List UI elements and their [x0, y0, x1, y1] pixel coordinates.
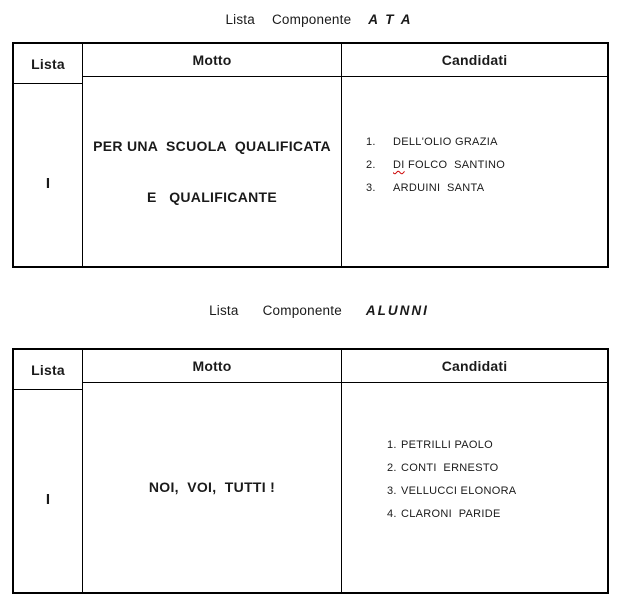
candidate-name: CLARONI PARIDE [401, 507, 501, 520]
cell-candidati [342, 383, 607, 592]
candidate-item [387, 439, 493, 452]
header-cell-lista: Lista [14, 44, 82, 84]
candidate-name: PETRILLI PAOLO [401, 438, 494, 451]
table-ata [12, 42, 609, 268]
cell-lista-value [14, 390, 82, 592]
candidate-name: VELLUCCI ELONORA [401, 484, 517, 497]
header-cell-lista: Lista [14, 350, 82, 390]
candidate-number: 4. [387, 507, 397, 520]
candidate-item [387, 485, 516, 498]
candidate-item [366, 182, 484, 195]
cell-candidati [342, 77, 607, 266]
candidate-item [387, 508, 501, 521]
column-candidati [342, 350, 607, 592]
cell-motto [83, 77, 341, 266]
title-word-lista: Lista [225, 12, 255, 27]
candidate-name: DELL'OLIO GRAZIA [393, 136, 498, 148]
title-word-lista: Lista [209, 303, 239, 318]
candidate-number: 1. [366, 136, 376, 148]
section-title-alunni [0, 303, 638, 318]
lista-value: I [45, 490, 51, 508]
candidate-list [342, 434, 607, 526]
candidate-number: 3. [366, 182, 376, 194]
motto-line: NOI, VOI, TUTTI ! [148, 479, 276, 495]
header-cell-candidati: Candidati [342, 44, 607, 77]
column-motto [83, 44, 342, 266]
candidate-number: 2. [387, 461, 397, 474]
header-cell-candidati: Candidati [342, 350, 607, 383]
candidate-item [366, 136, 498, 149]
candidate-name: FOLCO SANTINO [404, 159, 506, 171]
motto-text [149, 445, 275, 530]
motto-line: E QUALIFICANTE [146, 188, 278, 205]
candidate-item [366, 159, 505, 172]
candidate-number: 3. [387, 484, 397, 497]
title-word-componente: Componente [262, 303, 342, 318]
motto-text [93, 104, 331, 240]
candidate-number: 2. [366, 159, 376, 171]
column-lista [14, 350, 83, 592]
component-name-alunni: ALUNNI [365, 303, 429, 318]
candidate-name: CONTI ERNESTO [401, 461, 499, 474]
candidate-number: 1. [387, 438, 397, 451]
column-candidati [342, 44, 607, 266]
header-cell-motto: Motto [83, 350, 341, 383]
cell-lista-value [14, 84, 82, 266]
candidate-name-spellcheck-flagged: DI [393, 159, 405, 171]
component-name-ata: A T A [368, 12, 413, 27]
header-cell-motto: Motto [83, 44, 341, 77]
motto-line: PER UNA SCUOLA QUALIFICATA [93, 137, 331, 154]
section-title-ata [0, 12, 638, 27]
lista-value: I [45, 174, 51, 192]
candidate-item [387, 462, 499, 475]
column-lista [14, 44, 83, 266]
candidate-name: ARDUINI SANTA [393, 182, 485, 194]
column-motto [83, 350, 342, 592]
title-word-componente: Componente [271, 12, 352, 27]
table-alunni [12, 348, 609, 594]
candidate-list [342, 131, 607, 200]
cell-motto [83, 383, 341, 592]
